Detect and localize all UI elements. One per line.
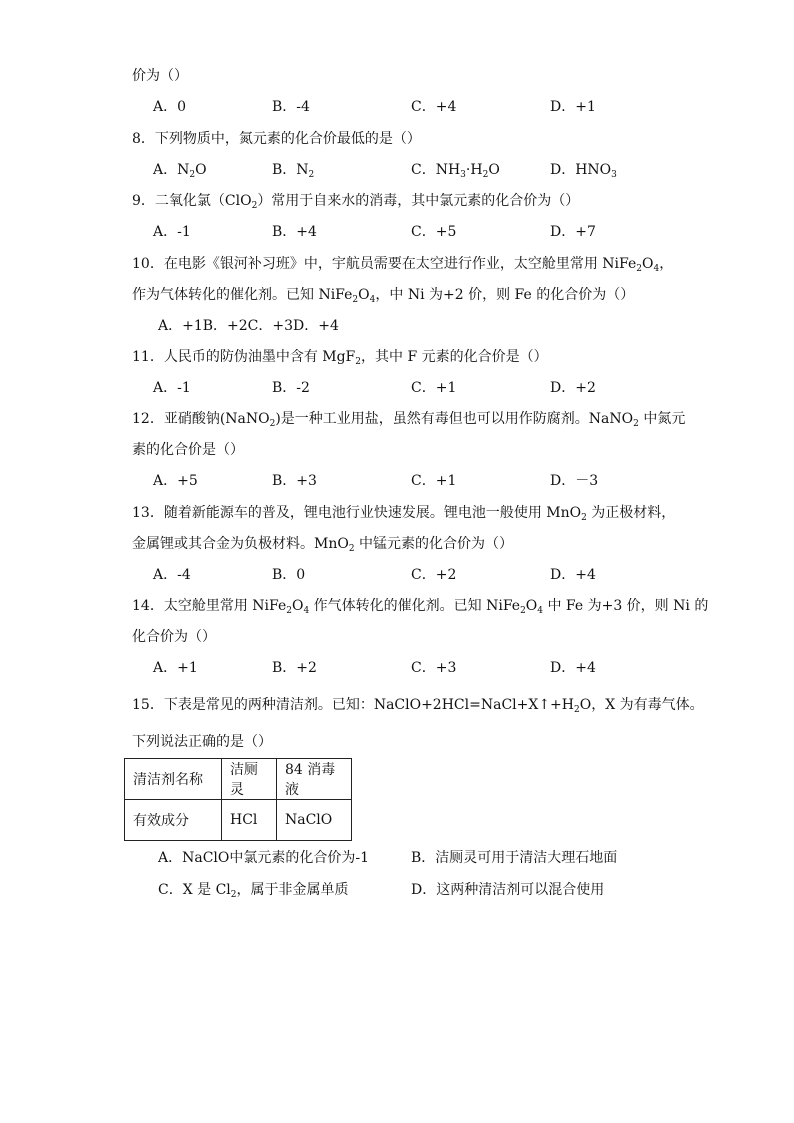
q7-option-d[interactable]: D．+1 xyxy=(550,99,596,115)
q8-a-tail: O xyxy=(195,162,207,178)
q15-option-a[interactable]: A．NaClO中氯元素的化合价为-1 xyxy=(158,850,370,866)
table-cell: HCl xyxy=(222,800,277,841)
q7-option-a[interactable]: A．0 xyxy=(153,99,187,115)
q14-option-b[interactable]: B．+2 xyxy=(272,660,317,676)
q12-stem-line1 xyxy=(132,410,685,428)
q10-l2-sub1: 2 xyxy=(352,295,359,305)
q12-l1-mid: )是一种工业用盐，虽然有毒但也可以用作防腐剂。NaNO xyxy=(275,411,634,427)
q14-l1-sub4: 4 xyxy=(537,606,544,616)
q13-option-d[interactable]: D．+4 xyxy=(550,567,596,583)
q14-l1-post: 中 Fe 为+3 价，则 Ni 的 xyxy=(543,598,709,614)
q10-options[interactable]: A．+1B．+2C．+3D．+4 xyxy=(158,318,339,334)
q11-stem-sub: 2 xyxy=(355,357,362,367)
q15-option-b[interactable]: B．洁厕灵可用于清洁大理石地面 xyxy=(411,850,618,866)
q8-b-sub: 2 xyxy=(308,170,315,180)
q12-l1-post: 中氮元 xyxy=(638,411,686,427)
q14-option-d[interactable]: D．+4 xyxy=(550,660,596,676)
q8-option-c[interactable] xyxy=(411,161,500,179)
q9-stem-sub: 2 xyxy=(251,201,258,211)
q11-stem-post: ，其中 F 元素的化合价是（） xyxy=(361,349,548,365)
q8-c-mid: ·H xyxy=(465,162,483,178)
q9-option-c[interactable]: C．+5 xyxy=(411,224,457,240)
q14-option-c[interactable]: C．+3 xyxy=(411,660,457,676)
q12-option-c[interactable]: C．+1 xyxy=(411,473,457,489)
q14-l1-mid2: 作气体转化的催化剂。已知 NiFe xyxy=(309,598,521,614)
q10-l1-pre: 10．在电影《银河补习班》中，宇航员需要在太空进行作业，太空舱里常用 NiFe xyxy=(132,256,637,272)
table-cell: NaClO xyxy=(277,800,352,841)
q9-stem-post: ）常用于自来水的消毒，其中氯元素的化合价为（） xyxy=(257,193,580,209)
q15-stem-line2: 下列说法正确的是（） xyxy=(132,734,272,750)
q8-a-sub: 2 xyxy=(189,170,196,180)
q10-stem-line2 xyxy=(132,286,634,304)
q13-l1-post: 为正极材料， xyxy=(586,505,676,521)
q9-stem xyxy=(132,192,579,210)
q8-c-sub2: 2 xyxy=(482,170,489,180)
q11-stem-pre: 11．人民币的防伪油墨中含有 MgF xyxy=(132,349,356,365)
q8-b-text: B．N xyxy=(272,162,309,178)
q8-d-text: D．HNO xyxy=(550,162,612,178)
q14-l1-sub3: 2 xyxy=(520,606,526,616)
q12-l1-sub: 2 xyxy=(269,419,276,429)
q10-l2-pre: 作为气体转化的催化剂。已知 NiFe xyxy=(132,287,353,303)
q13-option-b[interactable]: B．0 xyxy=(272,567,306,583)
table-row xyxy=(125,800,352,841)
q8-stem: 8．下列物质中，氮元素的化合价最低的是（） xyxy=(132,131,421,147)
q10-l2-post: ，中 Ni 为+2 价，则 Fe 的化合价为（） xyxy=(375,287,635,303)
table-row xyxy=(125,759,352,800)
q8-d-sub: 3 xyxy=(611,170,617,180)
q13-l2-post: 中锰元素的化合价为（） xyxy=(354,536,514,552)
q12-l1-sub2: 2 xyxy=(633,419,639,429)
q15-c-text: C．X 是 Cl xyxy=(158,882,231,898)
q11-option-c[interactable]: C．+1 xyxy=(411,380,457,396)
q13-l2-pre: 金属锂或其合金为负极材料。MnO xyxy=(132,536,349,552)
q14-stem-line1 xyxy=(132,597,708,615)
q15-c-tail: ，属于非金属单质 xyxy=(236,882,349,898)
q9-option-d[interactable]: D．+7 xyxy=(550,224,596,240)
table-cell: 有效成分 xyxy=(125,800,222,841)
q14-l1-pre: 14．太空舱里常用 NiFe xyxy=(132,598,287,614)
q9-option-b[interactable]: B．+4 xyxy=(272,224,317,240)
q15-c-sub: 2 xyxy=(230,890,237,900)
q10-l1-post: ， xyxy=(659,256,674,272)
q12-stem-line2: 素的化合价是（） xyxy=(132,442,244,458)
table-cell: 84 消毒液 xyxy=(277,759,352,800)
q8-a-text: A．N xyxy=(153,162,190,178)
q13-option-a[interactable]: A．-4 xyxy=(153,567,191,583)
q10-l2-sub2: 4 xyxy=(369,295,376,305)
q7-option-c[interactable]: C．+4 xyxy=(411,99,457,115)
q8-option-b[interactable] xyxy=(272,161,314,179)
q10-l1-sub1: 2 xyxy=(636,264,642,274)
q13-l1-pre: 13．随着新能源车的普及，锂电池行业快速发展。锂电池一般使用 MnO xyxy=(132,505,582,521)
q11-option-d[interactable]: D．+2 xyxy=(550,380,596,396)
q15-option-c[interactable] xyxy=(158,881,349,899)
q12-option-d[interactable]: D．－3 xyxy=(550,473,599,489)
q15-option-d[interactable]: D．这两种清洁剂可以混合使用 xyxy=(411,882,605,898)
q9-stem-pre: 9．二氧化氯（ClO xyxy=(132,193,252,209)
q14-l1-mid3: O xyxy=(525,598,538,614)
q8-option-a[interactable] xyxy=(153,161,207,179)
q15-l1-pre: 15．下表是常见的两种清洁剂。已知：NaClO+2HCl=NaCl+X↑+H xyxy=(132,697,574,713)
q11-option-b[interactable]: B．-2 xyxy=(272,380,310,396)
q13-option-c[interactable]: C．+2 xyxy=(411,567,457,583)
q7-stem-tail: 价为（） xyxy=(132,68,188,84)
q11-option-a[interactable]: A．-1 xyxy=(153,380,191,396)
q14-l1-sub1: 2 xyxy=(286,606,292,616)
q14-l1-mid: O xyxy=(291,598,304,614)
q10-l1-mid: O xyxy=(641,256,654,272)
q15-l1-sub: 2 xyxy=(574,705,580,715)
q15-stem-line1 xyxy=(132,696,704,714)
cleaner-table xyxy=(124,758,352,841)
q9-option-a[interactable]: A．-1 xyxy=(153,224,191,240)
q10-l1-sub2: 4 xyxy=(653,264,660,274)
q15-l1-post: O，X 为有毒气体。 xyxy=(579,697,704,713)
q13-l1-sub: 2 xyxy=(581,513,587,523)
q13-stem-line1 xyxy=(132,504,675,522)
q8-option-d[interactable] xyxy=(550,161,617,179)
q14-stem-line2: 化合价为（） xyxy=(132,629,216,645)
q11-stem xyxy=(132,348,548,366)
q13-l2-sub: 2 xyxy=(348,544,355,554)
q8-c-tail: O xyxy=(488,162,500,178)
q14-l1-sub2: 4 xyxy=(303,606,310,616)
q12-option-b[interactable]: B．+3 xyxy=(272,473,317,489)
table-cell: 洁厕灵 xyxy=(222,759,277,800)
q10-l2-mid: O xyxy=(358,287,370,303)
q10-stem-line1 xyxy=(132,255,673,273)
q8-c-text: C．NH xyxy=(411,162,461,178)
q12-l1-pre: 12．亚硝酸钠(NaNO xyxy=(132,411,270,427)
table-cell: 清洁剂名称 xyxy=(125,759,222,800)
q13-stem-line2 xyxy=(132,535,513,553)
q14-option-a[interactable]: A．+1 xyxy=(153,660,198,676)
q12-option-a[interactable]: A．+5 xyxy=(153,473,198,489)
q8-c-sub1: 3 xyxy=(460,170,466,180)
q7-option-b[interactable]: B．-4 xyxy=(272,99,310,115)
